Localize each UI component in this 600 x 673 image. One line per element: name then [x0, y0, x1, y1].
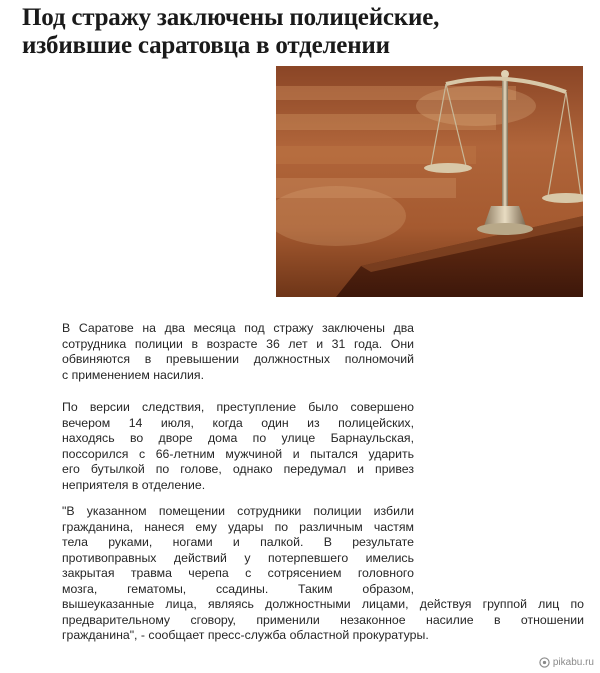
text-line: тела руками, ногами и палкой. В результате	[62, 535, 414, 549]
text-line: неприятеля в отделение.	[62, 477, 206, 492]
article-body	[62, 321, 414, 510]
text-line: находясь во дворе дома по улице Барнаульская,	[62, 431, 414, 445]
text-line: с применением насилия.	[62, 367, 204, 382]
text-line: В Саратове на два месяца под стражу заключены два	[62, 321, 414, 335]
text-line: сотрудника полиции в возрасте 36 лет и 31 года. Они	[62, 336, 414, 351]
pikabu-icon	[539, 657, 550, 668]
headline-line-2: избившие саратовца в отделении	[22, 32, 390, 59]
text-line: мозга, гематомы, ссадины. Таким образом,	[62, 581, 414, 596]
paragraph-2	[62, 400, 414, 493]
scales-of-justice-icon	[276, 66, 583, 297]
paragraph-3-quote	[62, 504, 592, 644]
headline-line-1: Под стражу заключены полицейские,	[22, 4, 440, 31]
text-line: "В указанном помещении сотрудники полиции избили	[62, 504, 414, 518]
site-watermark	[539, 657, 594, 668]
text-line: предварительному сговору, применили незаконное насилие в отношении	[62, 612, 584, 627]
text-line: По версии следствия, преступление было совершено	[62, 400, 414, 414]
watermark-text: pikabu.ru	[552, 657, 594, 668]
text-line: обвиняются в превышении должностных полномочий	[62, 352, 414, 366]
text-line: закрытая травма черепа с сотрясением головного	[62, 566, 414, 580]
text-line: гражданина", - сообщает пресс-служба областной прокуратуры.	[62, 628, 429, 642]
text-line: его бутылкой по голове, однако передумал и привез	[62, 462, 414, 476]
article-photo	[276, 66, 583, 297]
text-line: гражданина, нанеся ему удары по различным частям	[62, 519, 414, 534]
text-line: вечером 14 июля, когда один из полицейских,	[62, 415, 414, 430]
article-headline	[22, 4, 582, 60]
text-line: противоправных действий у потерпевшего имелись	[62, 550, 414, 565]
paragraph-1	[62, 321, 414, 383]
text-line: поссорился с 66-летним мужчиной и пытался ударить	[62, 446, 414, 461]
text-line: вышеуказанные лица, являясь должностными лицами, действуя группой лиц по	[62, 597, 584, 611]
